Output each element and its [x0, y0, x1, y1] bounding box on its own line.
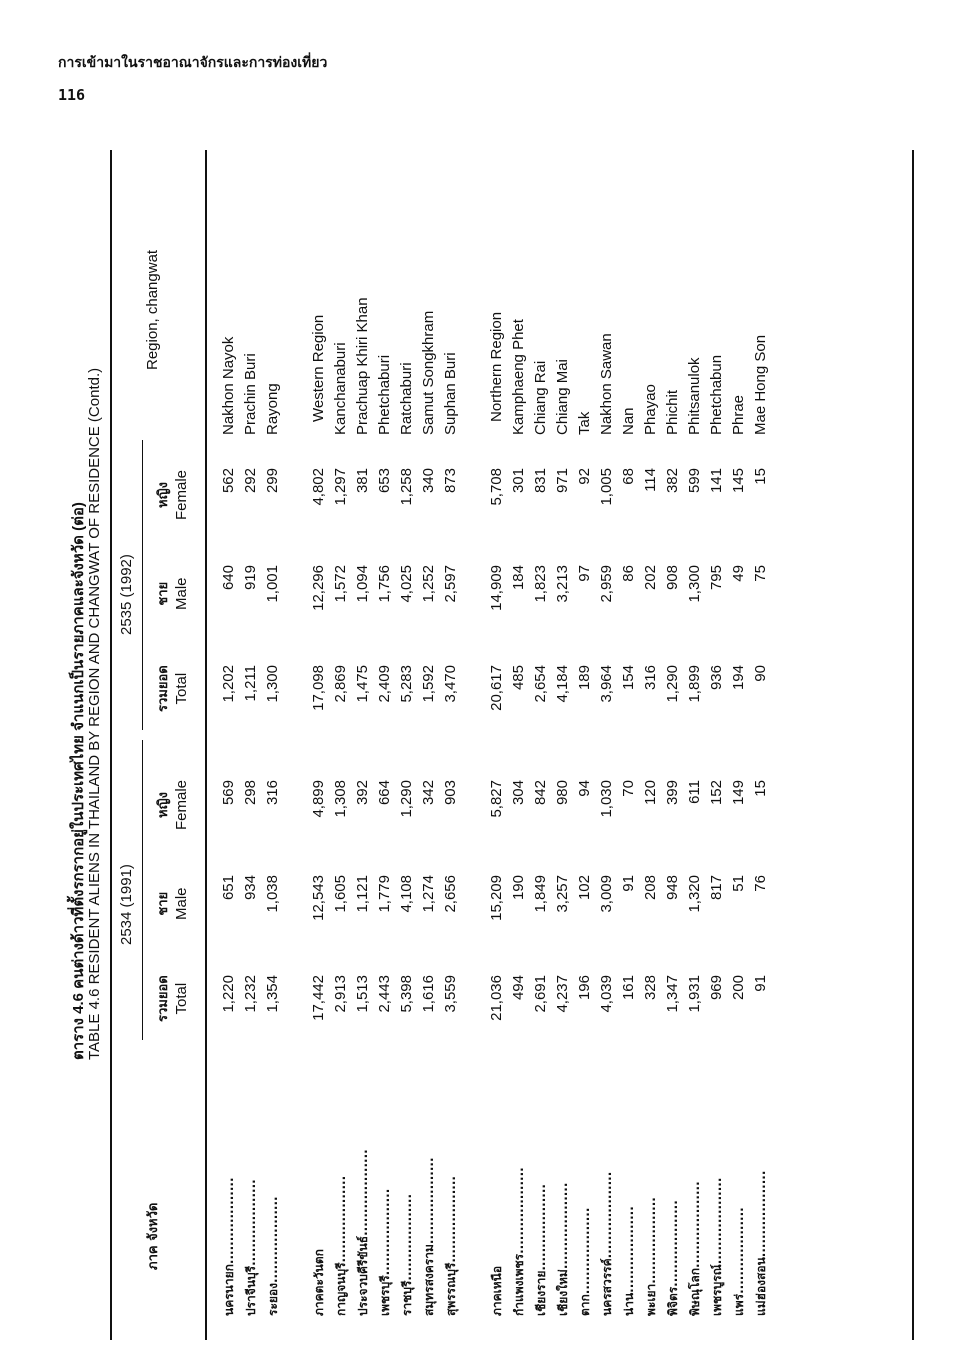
row-english-name: Rayong [264, 383, 281, 435]
row-thai-name: ระยอง................... [266, 1196, 280, 1316]
cell-f2: 1,258 [398, 468, 415, 506]
subheader-total-1992 [152, 665, 190, 712]
cell-t2: 1,290 [664, 665, 681, 703]
cell-f1: 903 [442, 780, 459, 806]
cell-m1: 1,320 [686, 875, 703, 913]
cell-f1: 664 [376, 780, 393, 806]
region-row [488, 150, 510, 1340]
table-row [642, 150, 664, 1340]
cell-t2: 1,475 [354, 665, 371, 703]
subheader-total-eng: Total [173, 672, 190, 705]
cell-m1: 2,656 [442, 875, 459, 913]
row-english-name: Phetchabun [708, 354, 725, 435]
cell-f1: 120 [642, 780, 659, 806]
table-row [354, 150, 376, 1340]
cell-t1: 4,039 [598, 975, 615, 1013]
cell-t1: 1,354 [264, 975, 281, 1013]
cell-f2: 382 [664, 468, 681, 494]
row-english-name: Chiang Mai [554, 359, 571, 435]
cell-t2: 5,283 [398, 665, 415, 703]
row-thai-name: ตาก................... [578, 1207, 592, 1316]
cell-m2: 49 [730, 565, 747, 582]
table-title-english: TABLE 4.6 RESIDENT ALIENS IN THAILAND BY REGION AND CHANGWAT OF RESIDENCE (Contd.) [86, 367, 103, 1060]
cell-f1: 298 [242, 780, 259, 806]
cell-m2: 4,025 [398, 565, 415, 603]
cell-m2: 202 [642, 565, 659, 591]
subheader-female-eng: Female [173, 469, 190, 520]
table-title-thai: ตาราง 4.6 คนต่างด้าวที่ตั้งรกรากอยู่ในประเทศไทย จำแนกเป็นรายภาคและจังหวัด (ต่อ) [70, 502, 87, 1060]
row-thai-name: เพชรบูรณ์................... [710, 1177, 724, 1316]
column-header-region-thai: ภาค จังหวัด [146, 1202, 161, 1270]
cell-m2: 2,959 [598, 565, 615, 603]
table-top-rule [110, 150, 112, 1340]
cell-f1: 94 [576, 780, 593, 797]
row-thai-name: กำแพงเพชร................... [512, 1167, 526, 1316]
row-thai-name: สุพรรณบุรี................... [444, 1176, 458, 1316]
row-thai-name: ภาคเหนือ [490, 1265, 504, 1316]
row-english-name: Prachuap Khiri Khan [354, 297, 371, 435]
cell-t2: 2,654 [532, 665, 549, 703]
cell-m1: 3,009 [598, 875, 615, 913]
cell-f2: 114 [642, 468, 659, 492]
cell-t1: 1,347 [664, 975, 681, 1013]
cell-m1: 12,543 [310, 875, 327, 921]
cell-m2: 1,252 [420, 565, 437, 603]
cell-t1: 1,220 [220, 975, 237, 1013]
cell-f1: 152 [708, 780, 725, 806]
cell-f1: 980 [554, 780, 571, 806]
row-english-name: Phitsanulok [686, 357, 703, 435]
row-english-name: Western Region [310, 314, 327, 422]
cell-f1: 399 [664, 780, 681, 806]
table-row [554, 150, 576, 1340]
cell-f2: 971 [554, 468, 571, 494]
cell-t2: 189 [576, 665, 593, 691]
table-row [420, 150, 442, 1340]
cell-t2: 17,098 [310, 665, 327, 711]
cell-f2: 599 [686, 468, 703, 494]
row-thai-name: นครนายก................... [222, 1177, 236, 1316]
cell-m1: 102 [576, 875, 593, 901]
cell-f1: 842 [532, 780, 549, 806]
cell-f2: 381 [354, 468, 371, 494]
cell-f2: 292 [242, 468, 259, 494]
cell-t2: 1,899 [686, 665, 703, 703]
row-thai-name: กาญจนบุรี................... [334, 1175, 348, 1316]
table-row [752, 150, 774, 1340]
cell-m1: 76 [752, 875, 769, 892]
row-thai-name: แพร่................... [732, 1207, 746, 1316]
row-thai-name: พิจิตร................... [666, 1200, 680, 1316]
cell-t2: 485 [510, 665, 527, 691]
cell-m1: 15,209 [488, 875, 505, 921]
cell-f2: 831 [532, 468, 549, 494]
cell-m1: 1,849 [532, 875, 549, 913]
cell-t1: 2,443 [376, 975, 393, 1013]
table-row [620, 150, 642, 1340]
table-row [264, 150, 286, 1340]
cell-t1: 969 [708, 975, 725, 1001]
row-thai-name: ราชบุรี................... [400, 1193, 414, 1316]
cell-t2: 1,202 [220, 665, 237, 703]
cell-t1: 4,237 [554, 975, 571, 1013]
subheader-total-eng: Total [173, 982, 190, 1015]
cell-m2: 1,756 [376, 565, 393, 603]
table-bottom-rule [912, 150, 914, 1340]
cell-t1: 161 [620, 975, 637, 1001]
table-row [664, 150, 686, 1340]
table-row [532, 150, 554, 1340]
row-english-name: Phrae [730, 394, 747, 435]
row-english-name: Nan [620, 407, 637, 435]
cell-m2: 3,213 [554, 565, 571, 603]
year-header-1992: 2535 (1992) [118, 554, 135, 635]
cell-m2: 1,572 [332, 565, 349, 603]
row-english-name: Tak [576, 411, 593, 435]
subheader-female-thai: หญิง [156, 791, 171, 818]
row-thai-name: แม่ฮ่องสอน................... [754, 1170, 768, 1316]
cell-m2: 2,597 [442, 565, 459, 603]
cell-t2: 154 [620, 665, 637, 691]
row-thai-name: เชียงใหม่................... [556, 1182, 570, 1316]
cell-f1: 569 [220, 780, 237, 806]
table-row [332, 150, 354, 1340]
row-english-name: Kanchanaburi [332, 342, 349, 435]
cell-t1: 3,559 [442, 975, 459, 1013]
cell-f2: 145 [730, 468, 747, 494]
cell-t2: 2,869 [332, 665, 349, 703]
cell-m2: 919 [242, 565, 259, 591]
cell-m2: 640 [220, 565, 237, 591]
cell-f2: 562 [220, 468, 237, 494]
year-header-1991: 2534 (1991) [118, 864, 135, 945]
cell-t2: 1,300 [264, 665, 281, 703]
cell-f1: 1,290 [398, 780, 415, 818]
cell-m1: 51 [730, 875, 747, 892]
subheader-male-eng: Male [173, 887, 190, 920]
subheader-female-eng: Female [173, 779, 190, 830]
cell-m1: 4,108 [398, 875, 415, 913]
page-number: 116 [58, 86, 86, 104]
cell-t1: 494 [510, 975, 527, 1001]
cell-m1: 190 [510, 875, 527, 901]
cell-t2: 936 [708, 665, 725, 691]
cell-f2: 340 [420, 468, 437, 494]
table-header-rule [205, 150, 207, 1340]
row-english-name: Nakhon Nayok [220, 336, 237, 435]
row-thai-name: เชียงราย................... [534, 1184, 548, 1316]
cell-f2: 4,802 [310, 468, 327, 506]
table-row [730, 150, 752, 1340]
cell-f2: 299 [264, 468, 281, 494]
cell-f2: 653 [376, 468, 393, 494]
table-row [598, 150, 620, 1340]
row-thai-name: ภาคตะวันตก [312, 1249, 326, 1316]
cell-f2: 15 [752, 468, 769, 485]
row-english-name: Mae Hong Son [752, 334, 769, 435]
cell-t2: 2,409 [376, 665, 393, 703]
cell-f2: 1,005 [598, 468, 615, 506]
cell-t1: 1,232 [242, 975, 259, 1013]
cell-m2: 12,296 [310, 565, 327, 611]
cell-m1: 948 [664, 875, 681, 901]
row-english-name: Prachin Buri [242, 353, 259, 435]
cell-t1: 17,442 [310, 975, 327, 1021]
row-thai-name: นครสวรรค์................... [600, 1171, 614, 1316]
cell-t1: 1,616 [420, 975, 437, 1013]
cell-f2: 68 [620, 468, 637, 485]
row-thai-name: ประจวบคีรีขันธ์................... [356, 1149, 370, 1316]
cell-m1: 1,038 [264, 875, 281, 913]
row-english-name: Ratchaburi [398, 362, 415, 435]
cell-t1: 5,398 [398, 975, 415, 1013]
cell-f1: 70 [620, 780, 637, 797]
cell-f1: 304 [510, 780, 527, 806]
year-1991-underline [142, 740, 143, 1040]
table-row [576, 150, 598, 1340]
cell-t1: 200 [730, 975, 747, 1001]
cell-m1: 1,779 [376, 875, 393, 913]
cell-t1: 328 [642, 975, 659, 1001]
cell-f2: 1,297 [332, 468, 349, 506]
year-1992-underline [142, 440, 143, 730]
table-row [398, 150, 420, 1340]
row-thai-name: พิษณุโลก................... [688, 1181, 702, 1316]
rotated-table [60, 150, 930, 1340]
cell-t1: 2,691 [532, 975, 549, 1013]
cell-f1: 392 [354, 780, 371, 806]
row-english-name: Nakhon Sawan [598, 333, 615, 435]
cell-t1: 2,913 [332, 975, 349, 1013]
row-english-name: Suphan Buri [442, 352, 459, 435]
table-row [708, 150, 730, 1340]
row-english-name: Samut Songkhram [420, 310, 437, 435]
cell-f1: 1,308 [332, 780, 349, 818]
subheader-female-1992 [152, 470, 190, 520]
cell-t2: 1,211 [242, 665, 259, 702]
subheader-male-thai: ชาย [156, 581, 171, 606]
cell-f1: 4,899 [310, 780, 327, 818]
subheader-total-1991 [152, 975, 190, 1022]
row-english-name: Phetchaburi [376, 354, 393, 435]
region-row [310, 150, 332, 1340]
cell-f1: 316 [264, 780, 281, 806]
subheader-female-thai: หญิง [156, 481, 171, 508]
row-thai-name: เพชรบุรี................... [378, 1188, 392, 1316]
row-english-name: Phichit [664, 389, 681, 435]
cell-t1: 196 [576, 975, 593, 1001]
row-english-name: Phayao [642, 384, 659, 435]
cell-m2: 1,094 [354, 565, 371, 603]
cell-f1: 1,030 [598, 780, 615, 818]
cell-m1: 91 [620, 875, 637, 892]
cell-t2: 90 [752, 665, 769, 682]
cell-f2: 5,708 [488, 468, 505, 506]
cell-m1: 934 [242, 875, 259, 901]
cell-m2: 795 [708, 565, 725, 591]
table-row [220, 150, 242, 1340]
cell-m1: 208 [642, 875, 659, 901]
subheader-total-thai: รวมยอด [156, 975, 171, 1022]
table-row [242, 150, 264, 1340]
row-thai-name: ปราจีนบุรี................... [244, 1179, 258, 1316]
cell-f2: 301 [510, 468, 527, 494]
cell-t2: 3,964 [598, 665, 615, 703]
cell-m2: 1,300 [686, 565, 703, 603]
cell-m2: 14,909 [488, 565, 505, 611]
cell-m2: 184 [510, 565, 527, 591]
cell-m1: 1,121 [354, 875, 371, 913]
row-thai-name: น่าน................... [622, 1206, 636, 1316]
subheader-male-eng: Male [173, 577, 190, 610]
cell-t1: 91 [752, 975, 769, 992]
table-row [376, 150, 398, 1340]
cell-f1: 342 [420, 780, 437, 806]
table-row [510, 150, 532, 1340]
cell-m1: 1,274 [420, 875, 437, 913]
cell-m2: 75 [752, 565, 769, 582]
column-header-region-english: Region, changwat [144, 249, 161, 370]
subheader-male-1991 [152, 887, 190, 920]
cell-m1: 3,257 [554, 875, 571, 913]
cell-m1: 817 [708, 875, 725, 901]
row-thai-name: พะเยา................... [644, 1197, 658, 1316]
cell-m1: 1,605 [332, 875, 349, 913]
cell-t2: 20,617 [488, 665, 505, 711]
cell-f1: 15 [752, 780, 769, 797]
cell-f2: 873 [442, 468, 459, 494]
cell-t1: 1,931 [686, 975, 703, 1013]
cell-m1: 651 [220, 875, 237, 901]
cell-f1: 611 [686, 780, 703, 804]
cell-t1: 21,036 [488, 975, 505, 1021]
cell-m2: 97 [576, 565, 593, 582]
cell-m2: 86 [620, 565, 637, 582]
cell-f1: 149 [730, 780, 747, 806]
running-header-title: การเข้ามาในราชอาณาจักรและการท่องเที่ยว [58, 55, 328, 71]
row-english-name: Northern Region [488, 311, 505, 422]
cell-t2: 316 [642, 665, 659, 691]
cell-f2: 92 [576, 468, 593, 485]
subheader-male-thai: ชาย [156, 891, 171, 916]
cell-f2: 141 [708, 468, 725, 494]
row-english-name: Kamphaeng Phet [510, 319, 527, 435]
cell-t2: 4,184 [554, 665, 571, 703]
subheader-male-1992 [152, 577, 190, 610]
subheader-total-thai: รวมยอด [156, 665, 171, 712]
table-row [442, 150, 464, 1340]
table-row [686, 150, 708, 1340]
row-english-name: Chiang Rai [532, 360, 549, 435]
cell-m2: 908 [664, 565, 681, 591]
cell-t1: 1,513 [354, 975, 371, 1013]
cell-t2: 194 [730, 665, 747, 691]
cell-m2: 1,001 [264, 565, 281, 603]
cell-t2: 1,592 [420, 665, 437, 703]
cell-m2: 1,823 [532, 565, 549, 603]
subheader-female-1991 [152, 780, 190, 830]
row-thai-name: สมุทรสงคราม................... [422, 1157, 436, 1316]
cell-t2: 3,470 [442, 665, 459, 703]
cell-f1: 5,827 [488, 780, 505, 818]
